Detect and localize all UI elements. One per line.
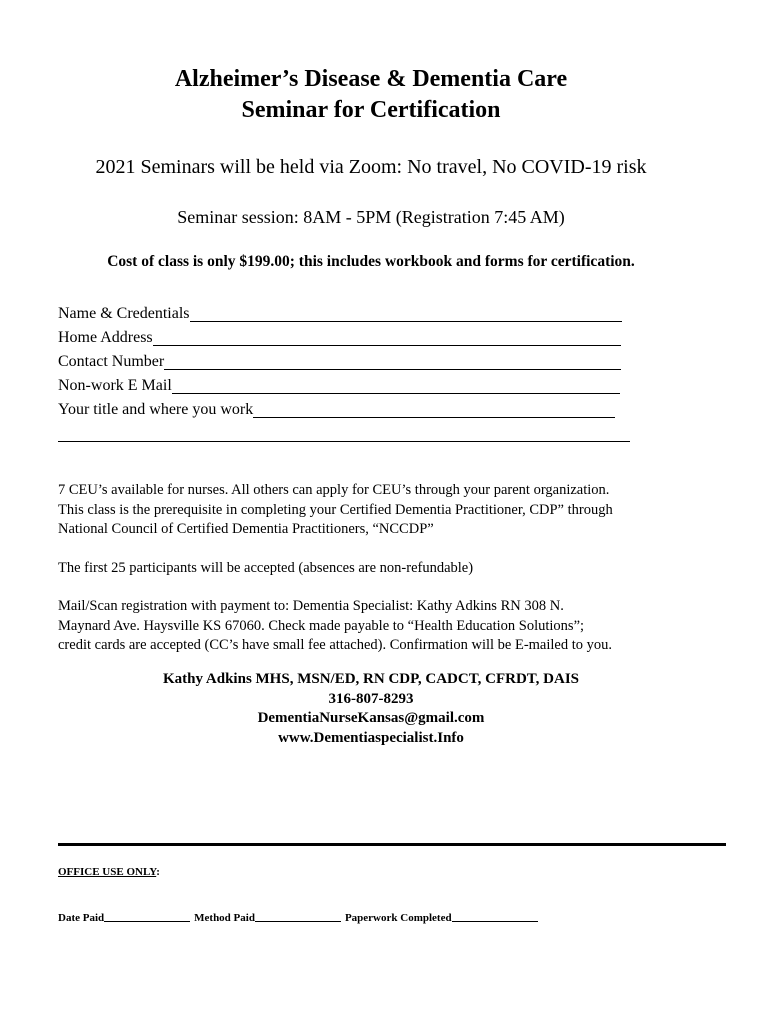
field-blank[interactable] — [164, 352, 621, 370]
session-times: Seminar session: 8AM - 5PM (Registration 7:45 AM) — [177, 207, 565, 227]
ceu-line-1: 7 CEU’s available for nurses. All others can apply for CEU’s through your parent organization. — [58, 482, 610, 498]
contact-phone: 316-807-8293 — [328, 690, 414, 707]
method-paid-label: Method Paid — [194, 912, 255, 924]
field-label: Home Address — [58, 329, 153, 346]
field-blank[interactable] — [253, 400, 615, 418]
registration-fields — [58, 302, 638, 446]
paperwork-completed-label: Paperwork Completed — [344, 912, 452, 924]
home-address-field[interactable] — [58, 326, 638, 350]
mail-line-2: Maynard Ave. Haysville KS 67060. Check made payable to “Health Education Solutions”; — [58, 617, 585, 634]
mail-line-1: Mail/Scan registration with payment to: Dementia Specialist: Kathy Adkins RN 308 N. — [58, 598, 564, 614]
ceu-paragraph — [58, 481, 708, 540]
paperwork-completed-blank[interactable] — [452, 911, 538, 922]
mail-paragraph — [58, 597, 708, 656]
contact-email: DementiaNurseKansas@gmail.com — [257, 710, 485, 726]
office-use-heading — [58, 866, 160, 878]
field-blank[interactable] — [190, 304, 622, 322]
form-title — [0, 64, 742, 126]
office-use-colon: : — [156, 866, 160, 878]
title-workplace-field[interactable] — [58, 398, 638, 422]
field-label: Contact Number — [58, 353, 165, 370]
field-label: Your title and where you work — [58, 401, 254, 418]
divider-rule — [58, 843, 726, 846]
date-paid-blank[interactable] — [104, 911, 190, 922]
mail-line-3: credit cards are accepted (CC’s have small fee attached). Confirmation will be E-mailed to you. — [58, 637, 613, 653]
field-label: Non-work E Mail — [58, 377, 172, 394]
name-credentials-field[interactable] — [58, 302, 638, 326]
participants-note: The first 25 participants will be accepted (absences are non-refundable) — [58, 560, 474, 576]
field-blank[interactable] — [153, 328, 621, 346]
field-label: Name & Credentials — [58, 305, 190, 322]
cost-notice: Cost of class is only $199.00; this includes workbook and forms for certification. — [107, 253, 635, 270]
ceu-line-2: This class is the prerequisite in completing your Certified Dementia Practitioner, CDP” through — [58, 501, 613, 518]
date-paid-label: Date Paid — [58, 912, 105, 924]
office-use-row — [58, 911, 542, 924]
field-blank[interactable] — [58, 424, 630, 442]
contact-block — [0, 670, 742, 748]
field-blank[interactable] — [172, 376, 620, 394]
ceu-line-3: National Council of Certified Dementia Practitioners, “NCCDP” — [58, 521, 434, 537]
office-use-label: OFFICE USE ONLY — [58, 866, 157, 878]
contact-name: Kathy Adkins MHS, MSN/ED, RN CDP, CADCT, CFRDT, DAIS — [162, 671, 580, 687]
zoom-notice: 2021 Seminars will be held via Zoom: No travel, No COVID-19 risk — [95, 156, 647, 178]
contact-number-field[interactable] — [58, 350, 638, 374]
contact-website: www.Dementiaspecialist.Info — [278, 729, 464, 746]
extra-line-field[interactable] — [58, 422, 638, 446]
title-line-1: Alzheimer’s Disease & Dementia Care — [174, 66, 568, 92]
title-line-2: Seminar for Certification — [241, 97, 501, 123]
email-field[interactable] — [58, 374, 638, 398]
method-paid-blank[interactable] — [255, 911, 341, 922]
